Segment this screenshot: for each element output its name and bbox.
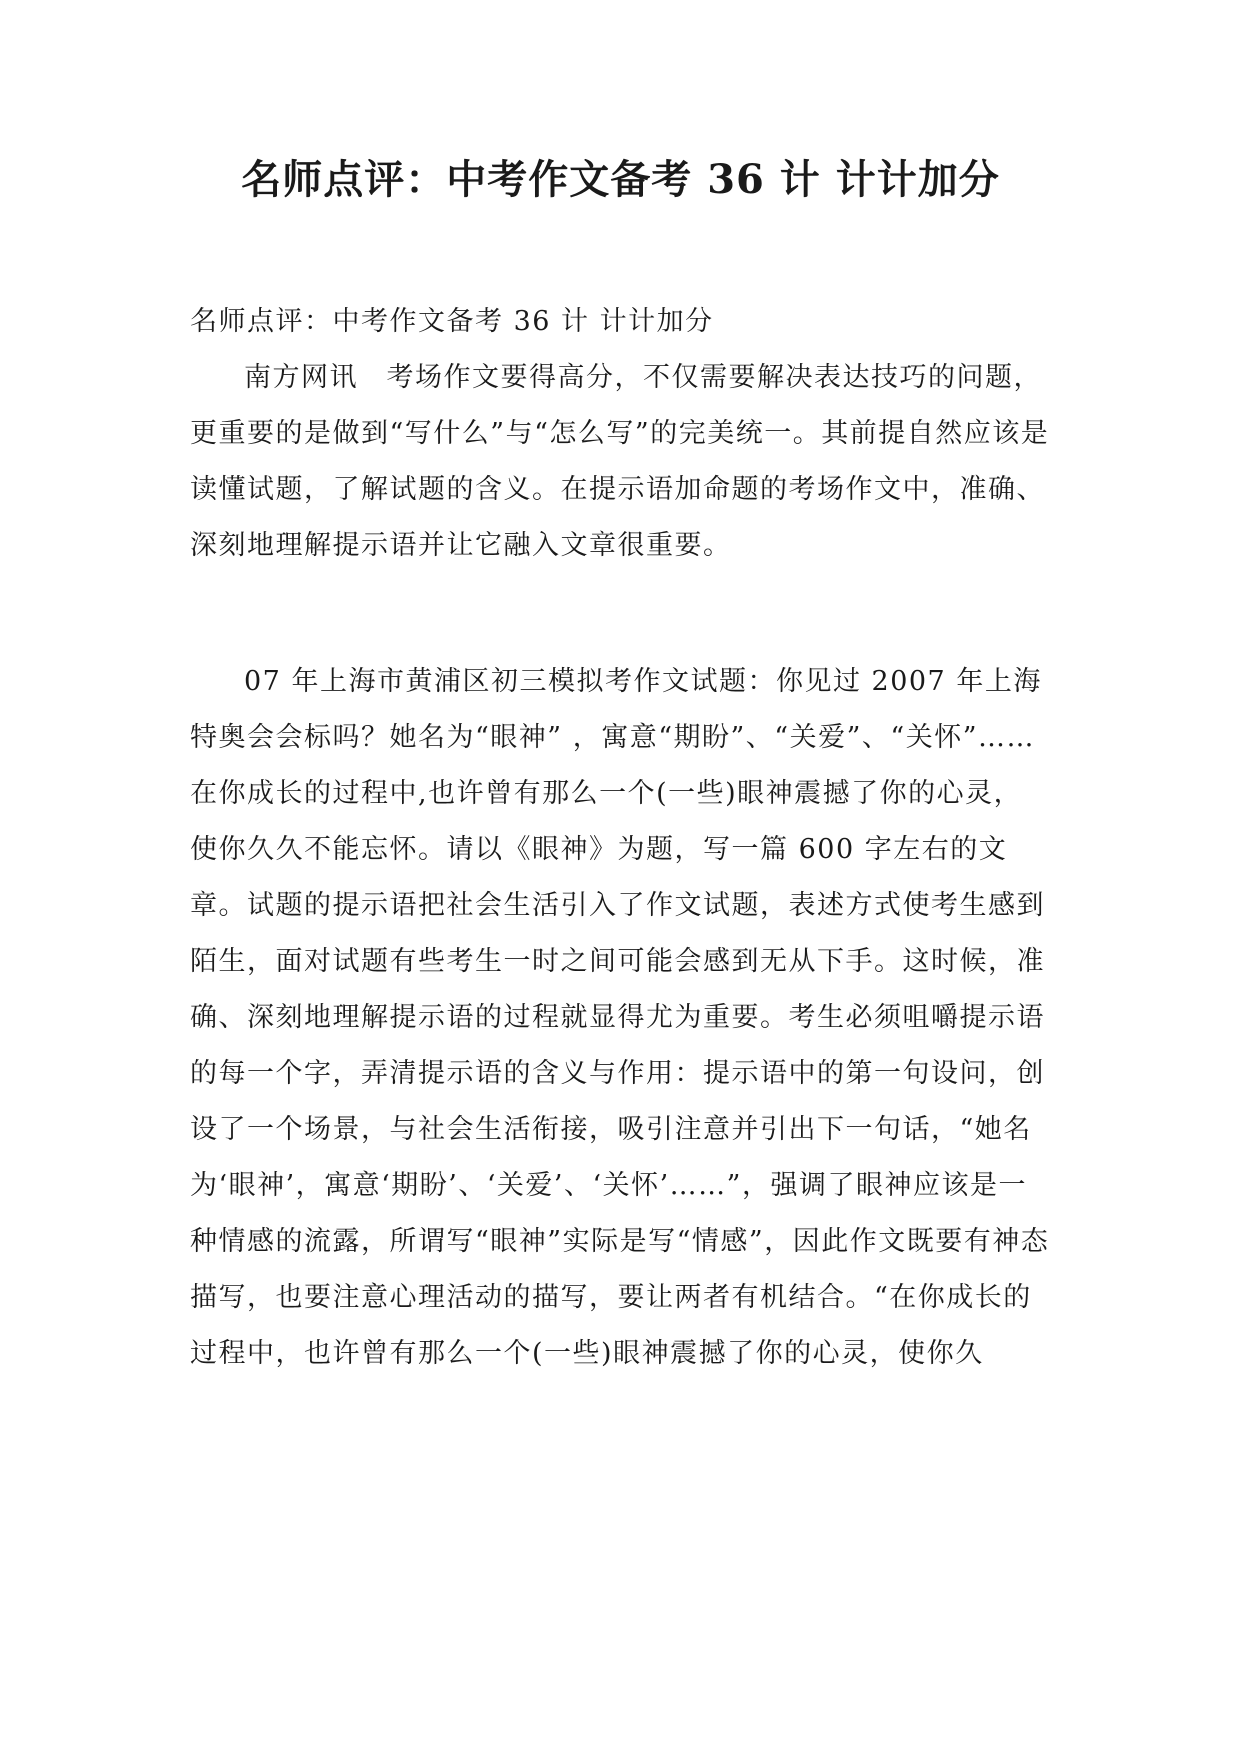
document-body xyxy=(190,294,1050,1382)
paragraph-spacer xyxy=(190,574,1050,654)
paragraph-intro: 南方网讯 考场作文要得高分，不仅需要解决表达技巧的问题，更重要的是做到“写什么”与“怎么写”的完美统一。其前提自然应该是读懂试题，了解试题的含义。在提示语加命题的考场作文中，准确、深刻地理解提示语并让它融入文章很重要。 xyxy=(190,362,1050,561)
document-title: 名师点评：中考作文备考 36 计 计计加分 xyxy=(241,156,1000,203)
paragraph-exam-analysis: 07 年上海市黄浦区初三模拟考作文试题：你见过 2007 年上海特奥会会标吗？她名为“眼神” ，寓意“期盼”、“关爱”、“关怀”……在你成长的过程中,也许曾有那么一个(一些)眼神震撼了你的心灵，使你久久不能忘怀。请以《眼神》为题，写一篇 600 字左右的文章。试题的提示语把社会生活引入了作文试题，表述方式使考生感到陌生，面对试题有些考生一时之间可能会感到无从下手。这时候，准确、深刻地理解提示语的过程就显得尤为重要。考生必须咀嚼提示语的每一个字，弄清提示语的含义与作用：提示语中的第一句设问，创设了一个场景，与社会生活衔接，吸引注意并引出下一句话，“她名为‘眼神’，寓意‘期盼’、‘关爱’、‘关怀’……”，强调了眼神应该是一种情感的流露，所谓写“眼神”实际是写“情感”，因此作文既要有神态描写，也要注意心理活动的描写，要让两者有机结合。“在你成长的过程中，也许曾有那么一个(一些)眼神震撼了你的心灵，使你久 xyxy=(190,666,1050,1369)
document-subtitle: 名师点评：中考作文备考 36 计 计计加分 xyxy=(190,306,714,337)
